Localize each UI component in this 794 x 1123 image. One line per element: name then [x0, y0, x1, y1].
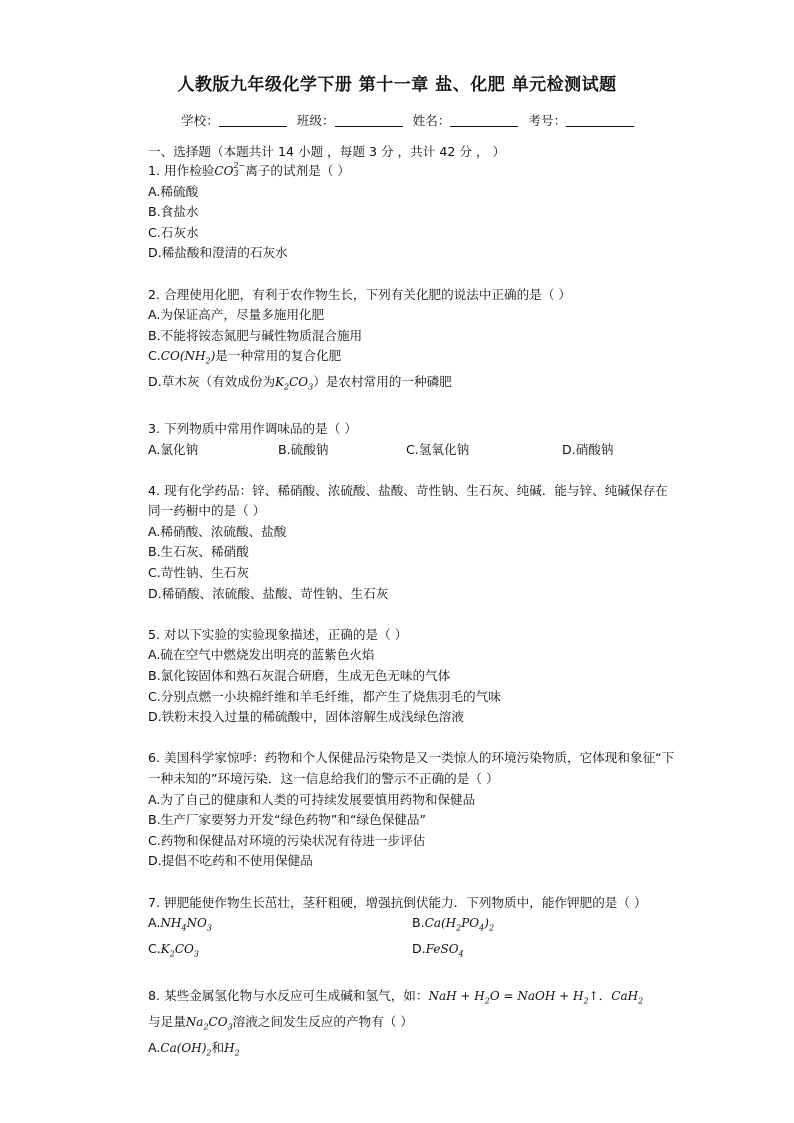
- option-a[interactable]: A.稀硝酸、浓硫酸、盐酸: [148, 523, 287, 539]
- option-b[interactable]: B.氯化铵固体和熟石灰混合研磨，生成无色无味的气体: [148, 668, 451, 684]
- options-grid: [148, 913, 676, 965]
- option-c[interactable]: [148, 346, 676, 372]
- formula-text: CO: [174, 942, 194, 957]
- formula-text: K: [275, 375, 285, 390]
- option-text: D.草木灰（有效成份为: [148, 374, 276, 390]
- option-a[interactable]: A.为了自己的健康和人类的可持续发展要慎用药物和保健品: [148, 791, 476, 807]
- formula-sub: 2: [234, 1048, 240, 1058]
- formula-sub: 3: [233, 169, 239, 178]
- option-d[interactable]: D.铁粉末投入过量的稀硫酸中，固体溶解生成浅绿色溶液: [148, 709, 464, 725]
- stem-text: 离子的试剂是（ ）: [245, 163, 350, 178]
- formula-text: NaH + H: [428, 988, 485, 1003]
- school-label: 学校：: [181, 113, 219, 128]
- question-7: [148, 893, 676, 966]
- option-a[interactable]: A.稀硫酸: [148, 183, 199, 199]
- formula-text: PO: [461, 916, 480, 931]
- class-blank[interactable]: [335, 114, 403, 127]
- question-8: [148, 986, 676, 1064]
- stem-text: 1. 用作检验: [148, 163, 215, 178]
- formula-text: NO: [186, 916, 207, 931]
- formula-text: CO: [214, 164, 234, 178]
- option-d[interactable]: [148, 372, 676, 398]
- option-a[interactable]: A.硫在空气中燃烧发出明亮的蓝紫色火焰: [148, 647, 375, 663]
- question-4-stem: 4. 现有化学药品：锌、稀硝酸、浓硫酸、盐酸、苛性钠、生石灰、纯碱．能与锌、纯碱保存在同一药橱中的是（ ）: [148, 482, 668, 519]
- formula-text: H: [224, 1040, 235, 1055]
- option-text: A.: [148, 1039, 161, 1055]
- formula-text: CO: [208, 1014, 228, 1029]
- question-1-stem: [148, 161, 676, 182]
- stem-text: 溶液之间发生反应的产物有（ ）: [232, 1013, 413, 1029]
- question-1: [148, 161, 676, 264]
- option-d[interactable]: [412, 939, 676, 965]
- formula: [214, 161, 246, 178]
- formula-sub: 3: [227, 1022, 233, 1032]
- formula-sub: 2: [203, 1022, 209, 1032]
- formula-text: ): [484, 916, 489, 931]
- option-a[interactable]: A.氯化钠: [148, 441, 199, 457]
- formula-sub: 2: [205, 356, 211, 366]
- formula-sub: 4: [181, 923, 187, 933]
- formula: [611, 988, 644, 1006]
- stem-text: ．: [598, 987, 612, 1003]
- page-title: 人教版九年级化学下册 第十一章 盐、化肥 单元检测试题: [177, 75, 617, 95]
- option-c[interactable]: C.药物和保健品对环境的污染状况有待进一步评估: [148, 832, 426, 848]
- option-c[interactable]: [148, 939, 412, 965]
- question-8-stem-cont: [148, 1012, 676, 1038]
- formula-text: ): [210, 349, 216, 364]
- option-b[interactable]: [412, 913, 676, 939]
- question-list: [148, 161, 676, 1084]
- question-6: [148, 748, 676, 872]
- formula: [425, 942, 464, 959]
- question-5: [148, 625, 676, 728]
- option-text: C.: [148, 348, 161, 364]
- question-5-stem: 5. 对以下实验的实验现象描述，正确的是（ ）: [148, 626, 408, 642]
- formula-sub: 2: [456, 923, 462, 933]
- option-a[interactable]: [148, 913, 412, 939]
- formula-text: O = NaOH + H: [489, 988, 584, 1003]
- formula-text: Ca(H: [424, 916, 457, 931]
- formula-sub: 3: [193, 949, 199, 959]
- formula: [160, 942, 199, 959]
- stem-text: 8. 某些金属氢化物与水反应可生成碱和氢气，如：: [148, 987, 429, 1003]
- section-heading: 一、选择题（本题共计 14 小题 ，每题 3 分 ，共计 42 分 ， ）: [148, 144, 506, 159]
- formula-sub: 4: [458, 949, 464, 959]
- question-8-stem: [148, 986, 676, 1012]
- formula-text: CO: [289, 375, 309, 390]
- formula: [224, 1040, 240, 1058]
- option-a[interactable]: A.为保证高产，尽量多施用化肥: [148, 307, 325, 323]
- formula-sub: 2: [583, 996, 589, 1006]
- option-c[interactable]: C.氢氧化钠: [406, 441, 470, 457]
- student-info-line: [181, 110, 651, 129]
- name-label: 姓名：: [412, 113, 451, 128]
- exam-no-blank[interactable]: [566, 114, 634, 127]
- question-3-stem: 3. 下列物质中常用作调味品的是（ ）: [148, 420, 357, 436]
- formula-text: Ca(OH): [160, 1040, 207, 1055]
- formula: [160, 916, 212, 933]
- exam-no-label: 考号：: [528, 113, 567, 128]
- option-d[interactable]: D.稀盐酸和澄清的石灰水: [148, 245, 288, 261]
- option-d[interactable]: D.稀硝酸、浓硫酸、盐酸、苛性钠、生石灰: [148, 585, 389, 601]
- formula-sub: 2: [484, 996, 490, 1006]
- option-b[interactable]: B.不能将铵态氮肥与碱性物质混合施用: [148, 327, 363, 343]
- stem-text: 与足量: [148, 1013, 186, 1029]
- option-c[interactable]: C.分别点燃一小块棉纤维和羊毛纤维，都产生了烧焦羽毛的气味: [148, 688, 501, 704]
- option-text: D.: [412, 941, 426, 957]
- question-3: [148, 419, 676, 460]
- formula-text: K: [160, 942, 170, 957]
- option-a[interactable]: [148, 1038, 676, 1064]
- formula: [160, 1040, 212, 1058]
- option-b[interactable]: B.硫酸钠: [278, 441, 329, 457]
- name-blank[interactable]: [450, 114, 518, 127]
- formula-text: CO(NH: [160, 349, 206, 364]
- formula-charge: 2−: [233, 161, 246, 170]
- question-6-stem: 6. 美国科学家惊呼：药物和个人保健品污染物是又一类惊人的环境污染物质，它体现和象征“下一种未知的”环境污染．这一信息给我们的警示不正确的是（ ）: [148, 750, 675, 786]
- option-b[interactable]: B.生产厂家要努力开发“绿色药物”和“绿色保健品”: [148, 812, 427, 828]
- options-row: [148, 440, 676, 461]
- formula-sub: 2: [638, 996, 644, 1006]
- option-text: 和: [211, 1039, 225, 1055]
- formula-sub: 2: [206, 1048, 212, 1058]
- question-2: [148, 285, 676, 399]
- formula-text: CaH: [611, 988, 639, 1003]
- formula: [185, 1014, 233, 1032]
- formula-sub: 2: [169, 949, 175, 959]
- formula-sub: 3: [308, 382, 314, 392]
- formula-text: NH: [160, 916, 182, 931]
- formula: [275, 375, 314, 392]
- formula: [160, 349, 216, 366]
- school-blank[interactable]: [219, 114, 287, 127]
- option-text: ）是农村常用的一种磷肥: [313, 374, 452, 390]
- class-label: 班级：: [296, 113, 335, 128]
- option-d[interactable]: D.硝酸钠: [562, 441, 614, 457]
- option-text: A.: [148, 915, 161, 931]
- option-d[interactable]: D.提倡不吃药和不使用保健品: [148, 853, 313, 869]
- formula-text: Na: [185, 1014, 204, 1029]
- option-c[interactable]: C.石灰水: [148, 224, 199, 240]
- formula-sub: 2: [488, 923, 495, 933]
- formula-sub: 4: [479, 923, 485, 933]
- formula-text: FeSO: [425, 942, 459, 957]
- question-4: [148, 481, 676, 605]
- question-7-stem: 7. 钾肥能使作物生长茁壮，茎秆粗硬，增强抗倒伏能力．下列物质中，能作钾肥的是（ ）: [148, 894, 647, 910]
- formula-text: ↑: [588, 988, 599, 1003]
- option-b[interactable]: B.食盐水: [148, 204, 199, 220]
- formula-sub: 2: [284, 382, 290, 392]
- equation: [428, 988, 599, 1006]
- option-b[interactable]: B.生石灰、稀硝酸: [148, 544, 249, 560]
- formula: [424, 916, 495, 933]
- question-2-stem: 2. 合理使用化肥，有利于农作物生长，下列有关化肥的说法中正确的是（ ）: [148, 286, 572, 302]
- option-text: B.: [412, 915, 425, 931]
- option-text: 是一种常用的复合化肥: [215, 348, 342, 364]
- option-c[interactable]: C.苛性钠、生石灰: [148, 565, 249, 581]
- formula-sub: 3: [206, 923, 212, 933]
- option-text: C.: [148, 941, 161, 957]
